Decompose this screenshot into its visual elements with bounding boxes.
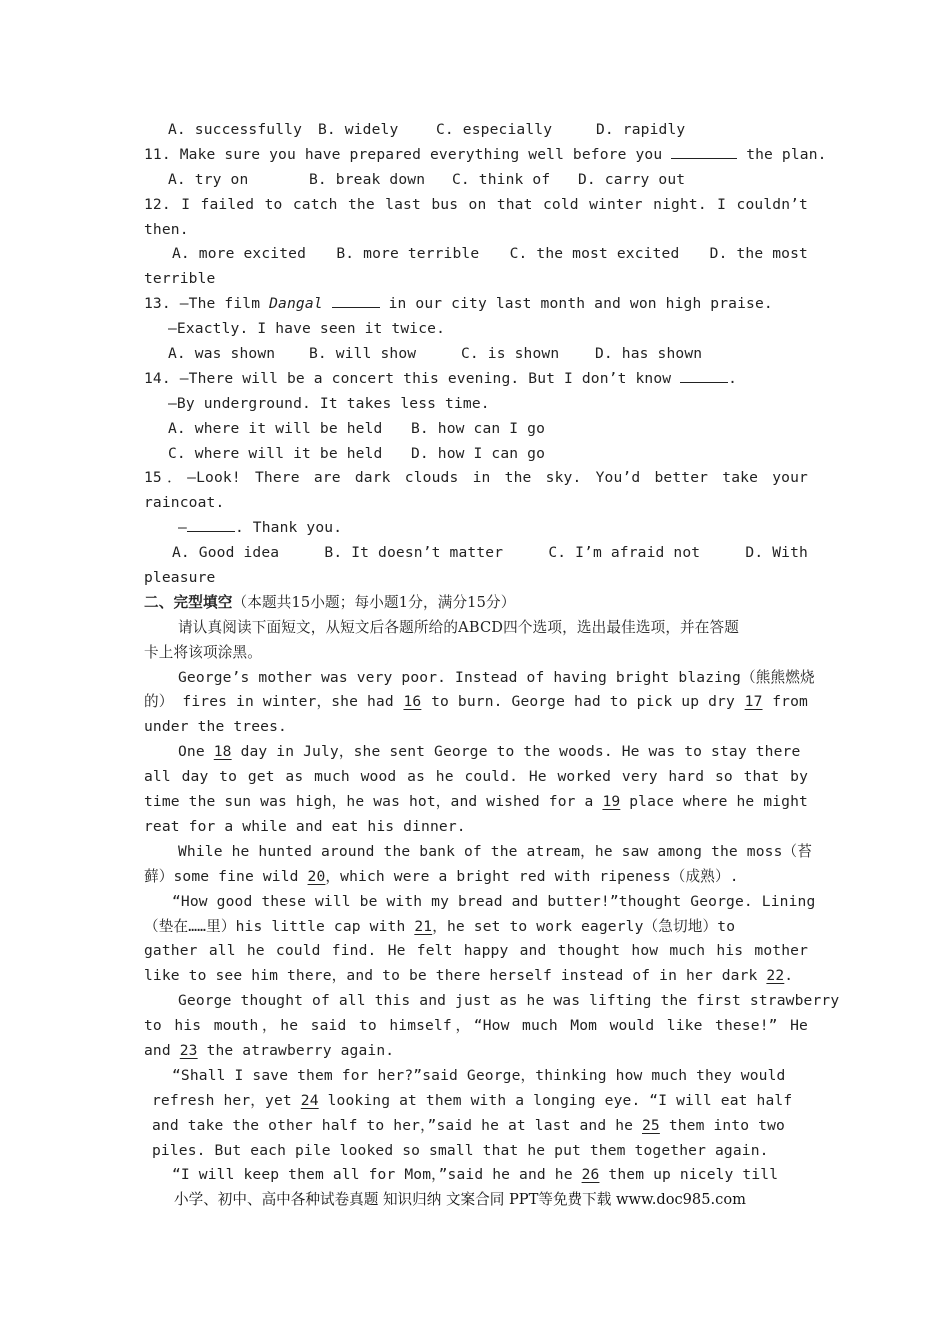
q10-options [144, 118, 808, 143]
passage-line-1: George’s mother was very poor. Instead of having bright blazing（熊熊燃烧 [178, 668, 815, 686]
passage-text: them into two [668, 1116, 785, 1134]
q13-option-b: B. will show [309, 345, 417, 363]
passage-line-21 [144, 1163, 808, 1188]
passage-line-6 [144, 790, 808, 815]
q11-option-c: C. think of [452, 170, 551, 188]
section2-instruction-line2: 卡上将该项涂黑。 [144, 643, 262, 661]
q12-stem-line1: 12. I failed to catch the last bus on that cold winter night. I couldn’t [144, 195, 808, 213]
q12-option-b: B. more terrible [336, 245, 480, 263]
q15-answer-blank [187, 516, 235, 532]
passage-line-20: piles. But each pile looked so small that he put them together again. [152, 1141, 769, 1159]
footer-site-link[interactable]: www.doc985.com [615, 1191, 746, 1208]
q15-option-d: D. With [745, 544, 808, 562]
passage-line-16 [144, 1039, 808, 1064]
passage-line-15: to his mouth，he said to himself，“How much Mom would like these!” He [144, 1017, 808, 1035]
passage-text: them up nicely till [608, 1166, 779, 1184]
section2-heading [144, 591, 808, 616]
passage-line-10: “How good these will be with my bread and butter!”thought George. Lining [172, 892, 816, 910]
passage-text: from [772, 693, 808, 711]
section2-note: （本题共15小题；每小题1分，满分15分） [232, 593, 516, 611]
blank-22: 22 [766, 967, 785, 985]
passage-text: “I will keep them all for Mom，”said he and he [172, 1166, 573, 1184]
q13-option-a: A. was shown [168, 345, 276, 363]
q11-option-d: D. carry out [578, 170, 686, 188]
blank-25: 25 [642, 1116, 660, 1134]
q14-option-d: D. how I can go [411, 444, 546, 462]
passage-text: like to see him there，and to be there herself instead of in her dark [144, 967, 758, 985]
q15-reply-after: . Thank you. [234, 519, 343, 537]
q13-option-d: D. has shown [595, 345, 703, 363]
q13-stem-after: in our city last month and won high praise. [388, 295, 773, 313]
q12-option-a: A. more excited [172, 245, 307, 263]
q14-stem-after: . [728, 369, 738, 387]
q11-stem [144, 143, 827, 168]
q12-options [144, 242, 808, 267]
passage-line-5: all day to get as much wood as he could. He worked very hard so that by [144, 768, 808, 786]
q14-reply: —By underground. It takes less time. [168, 394, 490, 412]
q11-options [144, 168, 808, 193]
passage-line-7: reat for a while and eat his dinner. [144, 817, 466, 835]
passage-text: 藓）some fine wild [144, 867, 299, 885]
blank-23: 23 [179, 1041, 198, 1059]
q12-option-d-cont: terrible [144, 270, 216, 288]
q10-option-a: A. successfully [168, 121, 303, 138]
q14-option-a: A. where it will be held [168, 419, 383, 437]
passage-text: （垫在……里）his little cap with [144, 917, 406, 935]
blank-21: 21 [414, 917, 433, 935]
q13-reply: —Exactly. I have seen it twice. [168, 320, 446, 338]
passage-text: ，which were a bright red with ripeness（成熟）. [325, 867, 739, 885]
q14-stem [144, 367, 808, 392]
q12-option-c: C. the most excited [509, 245, 680, 263]
q13-answer-blank [332, 292, 380, 308]
q14-option-b: B. how can I go [411, 419, 546, 437]
passage-line-9 [144, 865, 808, 890]
passage-text: refresh her，yet [152, 1091, 292, 1109]
passage-line-4 [144, 740, 808, 765]
page-footer [174, 1188, 814, 1209]
q13-stem [144, 292, 808, 317]
q14-options-row2 [144, 442, 808, 467]
q10-option-c: C. especially [436, 121, 553, 138]
blank-26: 26 [581, 1166, 600, 1184]
passage-text: the atrawberry again. [206, 1041, 395, 1059]
q15-options [144, 541, 808, 566]
passage-line-2 [144, 690, 808, 715]
passage-text: 的） fires in winter，she had [144, 693, 394, 711]
passage-line-13 [144, 964, 808, 989]
q15-option-b: B. It doesn’t matter [324, 544, 504, 562]
blank-20: 20 [307, 867, 326, 885]
q15-stem-line1: 15．—Look! There are dark clouds in the sky. You’d better take your [144, 469, 808, 487]
section2-title: 二、完型填空 [144, 593, 233, 611]
passage-line-18 [144, 1089, 808, 1114]
passage-text: One [178, 743, 205, 761]
q11-stem-after: the plan. [746, 145, 827, 163]
q11-answer-blank [671, 143, 737, 159]
q11-option-b: B. break down [309, 170, 426, 188]
passage-line-19 [144, 1114, 808, 1139]
passage-text: time the sun was high，he was hot，and wished for a [144, 793, 594, 811]
q12-stem-line2: then. [144, 220, 189, 238]
q13-film-title: Dangal [269, 295, 323, 313]
passage-line-17: “Shall I save them for her?”said George，thinking how much they would [172, 1066, 786, 1084]
passage-text: place where he might [629, 793, 808, 811]
q11-stem-before: 11. Make sure you have prepared everything well before you [144, 145, 663, 163]
passage-line-8: While he hunted around the bank of the atream，he saw among the moss（苔 [178, 842, 813, 860]
q15-option-d-cont: pleasure [144, 569, 216, 587]
blank-19: 19 [602, 793, 621, 811]
q13-stem-prefix: 13. —The film [144, 295, 261, 313]
blank-16: 16 [403, 693, 422, 711]
passage-line-11 [144, 915, 808, 940]
blank-17: 17 [744, 693, 763, 711]
q14-options-row1 [144, 417, 808, 442]
passage-text: ，he set to work eagerly（急切地）to [432, 917, 736, 935]
q13-options [144, 342, 808, 367]
q15-option-a: A. Good idea [172, 544, 280, 562]
q14-option-c: C. where will it be held [168, 444, 383, 462]
q11-option-a: A. try on [168, 170, 249, 188]
q15-option-c: C. I’m afraid not [548, 544, 701, 562]
footer-text: 小学、初中、高中各种试卷真题 知识归纳 文案合同 PPT等免费下载 [174, 1191, 612, 1208]
blank-24: 24 [300, 1091, 319, 1109]
passage-line-3: under the trees. [144, 718, 287, 736]
passage-text: looking at them with a longing eye. “I will eat half [327, 1091, 793, 1109]
q13-option-c: C. is shown [461, 345, 560, 363]
q14-answer-blank [680, 367, 728, 383]
blank-18: 18 [213, 743, 232, 761]
exam-page [144, 118, 840, 1188]
q12-option-d: D. the most [709, 245, 808, 263]
q15-reply-prefix: — [178, 519, 187, 537]
passage-line-14: George thought of all this and just as he was lifting the first strawberry [178, 992, 840, 1010]
q15-stem-line2: raincoat. [144, 494, 225, 512]
passage-text: to burn. George had to pick up dry [431, 693, 735, 711]
section2-instruction-line1: 请认真阅读下面短文，从短文后各题所给的ABCD四个选项，选出最佳选项，并在答题 [178, 618, 740, 636]
passage-line-12: gather all he could find. He felt happy and thought how much his mother [144, 942, 808, 960]
passage-text: and [144, 1041, 171, 1059]
passage-text: . [784, 967, 794, 985]
passage-text: day in July，she sent George to the woods. He was to stay there [240, 743, 801, 761]
q15-reply [144, 516, 808, 541]
q10-option-b: B. widely [318, 121, 399, 138]
q10-option-d: D. rapidly [596, 121, 686, 138]
q14-stem-before: 14. —There will be a concert this evening. But I don’t know [144, 369, 672, 387]
passage-text: and take the other half to her，”said he at last and he [152, 1116, 634, 1134]
